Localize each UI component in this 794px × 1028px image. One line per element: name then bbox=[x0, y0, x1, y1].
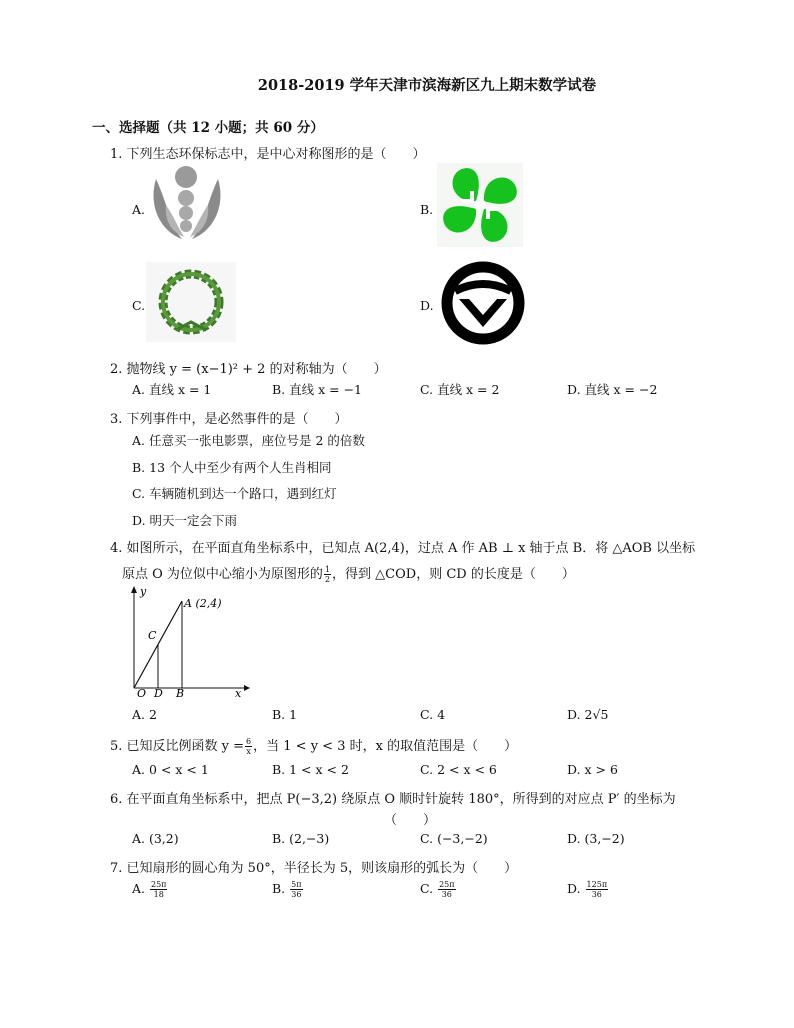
q4-stem-line2-a: 原点 O 为位似中心缩小为原图形的 bbox=[122, 567, 323, 582]
q1-stem: 1. 下列生态环保标志中，是中心对称图形的是（ ） bbox=[110, 147, 426, 162]
q7-option-d-frac bbox=[586, 880, 609, 899]
q5-fraction bbox=[245, 737, 252, 756]
q7-option-c-label: C. bbox=[420, 881, 434, 896]
q6-paren: （ ） bbox=[384, 813, 437, 828]
q5-stem-b: ，当 1 < y < 3 时，x 的取值范围是（ ） bbox=[253, 739, 518, 754]
q7-option-b-label: B. bbox=[272, 881, 286, 896]
fig-y-label: y bbox=[140, 585, 147, 598]
q5-option-d: D. x > 6 bbox=[567, 762, 618, 777]
q2-option-a: A. 直线 x = 1 bbox=[132, 382, 212, 397]
q7-a-num: 25π bbox=[151, 880, 167, 889]
q5-option-c: C. 2 < x < 6 bbox=[420, 762, 497, 777]
q7-option-b-frac bbox=[290, 880, 302, 899]
q7-option-b bbox=[272, 880, 304, 899]
q1-option-a-label: A. bbox=[132, 202, 146, 217]
leaf-hands-logo-icon bbox=[146, 165, 230, 243]
q5-option-b: B. 1 < x < 2 bbox=[272, 762, 349, 777]
fig-point-c: C bbox=[148, 629, 157, 642]
q1-option-c-label: C. bbox=[132, 298, 146, 313]
q4-option-a: A. 2 bbox=[132, 707, 157, 722]
q7-c-den: 36 bbox=[441, 890, 452, 899]
q4-stem-line2-b: ，得到 △COD，则 CD 的长度是（ ） bbox=[332, 567, 575, 582]
green-pinwheel-logo-icon bbox=[437, 163, 523, 247]
fig-point-a: A (2,4) bbox=[184, 597, 222, 610]
q4-coordinate-figure bbox=[122, 585, 252, 700]
q4-option-d: D. 2√5 bbox=[567, 707, 609, 722]
q7-option-a bbox=[132, 880, 168, 899]
q3-stem: 3. 下列事件中，是必然事件的是（ ） bbox=[110, 412, 348, 427]
q6-option-b: B. (2,−3) bbox=[272, 831, 330, 846]
q1-option-b-label: B. bbox=[420, 202, 434, 217]
q7-d-den: 36 bbox=[591, 890, 602, 899]
q5-frac-num: 6 bbox=[246, 737, 252, 746]
q2-option-b: B. 直线 x = −1 bbox=[272, 382, 363, 397]
q4-fraction bbox=[324, 565, 331, 584]
q4-stem-line2 bbox=[122, 563, 575, 584]
q2-option-d: D. 直线 x = −2 bbox=[567, 382, 658, 397]
q5-stem bbox=[110, 735, 517, 756]
q6-option-a: A. (3,2) bbox=[132, 831, 179, 846]
laurel-wreath-logo-icon bbox=[146, 262, 236, 342]
q5-option-a: A. 0 < x < 1 bbox=[132, 762, 209, 777]
q7-b-num: 5π bbox=[291, 880, 302, 889]
q7-c-num: 25π bbox=[439, 880, 455, 889]
q7-b-den: 36 bbox=[291, 890, 302, 899]
q3-option-a: A. 任意买一张电影票，座位号是 2 的倍数 bbox=[132, 433, 365, 448]
fig-point-b: B bbox=[176, 687, 185, 700]
q4-frac-num: 1 bbox=[324, 565, 331, 574]
q7-option-d-label: D. bbox=[567, 881, 581, 896]
q5-frac-den: x bbox=[246, 747, 251, 756]
q4-option-b: B. 1 bbox=[272, 707, 298, 722]
q1-option-d-label: D. bbox=[420, 298, 434, 313]
q2-option-c: C. 直线 x = 2 bbox=[420, 382, 500, 397]
q3-option-b: B. 13 个人中至少有两个人生肖相同 bbox=[132, 460, 332, 475]
q6-stem: 6. 在平面直角坐标系中，把点 P(−3,2) 绕原点 O 顺时针旋转 180°，所得到的对应点 P′ 的坐标为 bbox=[110, 792, 676, 807]
q6-option-d: D. (3,−2) bbox=[567, 831, 625, 846]
q5-stem-a: 5. 已知反比例函数 y = bbox=[110, 739, 245, 754]
q7-option-d bbox=[567, 880, 609, 899]
page-title: 2018-2019 学年天津市滨海新区九上期末数学试卷 bbox=[257, 77, 597, 94]
circle-v-logo-icon bbox=[441, 261, 525, 345]
q2-stem: 2. 抛物线 y = (x−1)² + 2 的对称轴为（ ） bbox=[110, 362, 387, 377]
q7-option-c-frac bbox=[438, 880, 455, 899]
q4-frac-den: 2 bbox=[324, 575, 331, 584]
q7-d-num: 125π bbox=[586, 880, 608, 889]
q3-option-d: D. 明天一定会下雨 bbox=[132, 513, 238, 528]
q7-option-a-label: A. bbox=[132, 881, 146, 896]
q7-a-den: 18 bbox=[153, 890, 164, 899]
q3-option-c: C. 车辆随机到达一个路口，遇到红灯 bbox=[132, 486, 337, 501]
q7-option-c bbox=[420, 880, 457, 899]
q4-stem-line1: 4. 如图所示，在平面直角坐标系中，已知点 A(2,4)，过点 A 作 AB ⊥ x 轴于点 B．将 △AOB 以坐标 bbox=[110, 541, 696, 556]
fig-point-d: D bbox=[154, 687, 163, 700]
fig-point-o: O bbox=[137, 687, 147, 700]
fig-x-label: x bbox=[235, 687, 242, 700]
q7-option-a-frac bbox=[150, 880, 167, 899]
q4-option-c: C. 4 bbox=[420, 707, 446, 722]
section-heading: 一、选择题（共 12 小题；共 60 分） bbox=[92, 120, 324, 136]
q6-option-c: C. (−3,−2) bbox=[420, 831, 488, 846]
q7-stem: 7. 已知扇形的圆心角为 50°，半径长为 5，则该扇形的弧长为（ ） bbox=[110, 861, 518, 876]
